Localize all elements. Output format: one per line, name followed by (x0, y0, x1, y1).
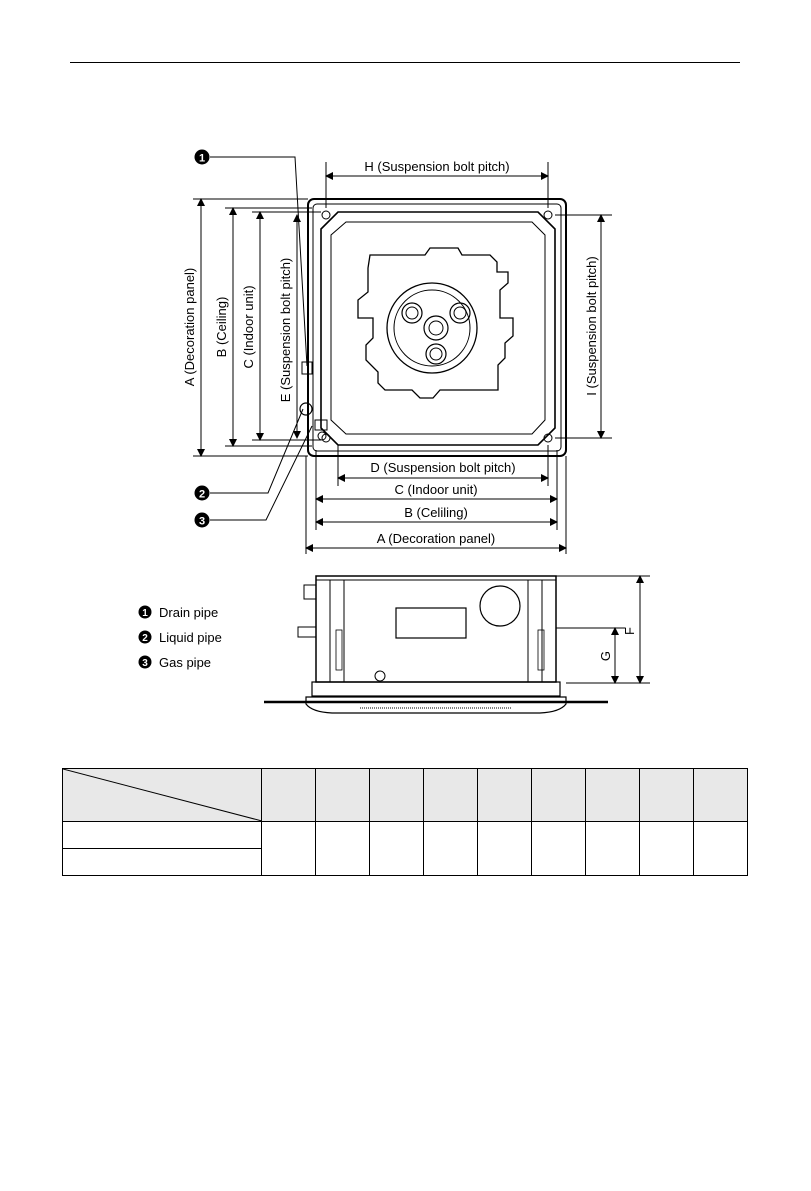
top-view (300, 199, 566, 456)
dimension-table (62, 768, 748, 876)
table-header-cell (424, 769, 478, 822)
table-header-cell (640, 769, 694, 822)
pipe-legend (139, 605, 222, 670)
table-cell (316, 822, 370, 876)
table-header-cell (478, 769, 532, 822)
side-view (264, 576, 608, 713)
table-row-label-cell (63, 822, 262, 849)
table-row-label-cell (63, 849, 262, 876)
dim-a-left-label: A (Decoration panel) (182, 267, 197, 387)
svg-text:1: 1 (142, 608, 148, 619)
svg-text:3: 3 (142, 658, 148, 669)
dim-c-left-label: C (Indoor unit) (241, 285, 256, 369)
dim-i-label: I (Suspension bolt pitch) (584, 256, 599, 396)
fan-outer-ring (387, 283, 477, 373)
dim-g-label: G (598, 650, 613, 662)
dim-d-label: D (Suspension bolt pitch) (370, 460, 516, 475)
diagonal-header-cell (63, 769, 262, 822)
callout-3-badge (195, 513, 210, 528)
table-header-row (63, 769, 748, 822)
callout-1-badge (195, 150, 210, 165)
dim-a-bottom-label: A (Decoration panel) (376, 531, 496, 546)
table-cell (532, 822, 586, 876)
svg-text:2: 2 (198, 488, 206, 501)
intake-grille (358, 248, 513, 398)
dim-c-bottom-label: C (Indoor unit) (394, 482, 478, 497)
table-cell (640, 822, 694, 876)
dim-e-label: E (Suspension bolt pitch) (278, 257, 293, 403)
table-header-cell (262, 769, 316, 822)
table-header-cell (316, 769, 370, 822)
unit-body (316, 576, 556, 682)
svg-text:Drain pipe: Drain pipe (159, 605, 219, 620)
dim-b-left-label: B (Ceiling) (214, 296, 229, 358)
table-header-cell (370, 769, 424, 822)
table-header-cell (586, 769, 640, 822)
svg-text:3: 3 (198, 515, 206, 528)
svg-text:Liquid pipe: Liquid pipe (159, 630, 222, 645)
svg-text:1: 1 (198, 152, 206, 165)
table-cell (694, 822, 748, 876)
svg-text:2: 2 (142, 633, 148, 644)
callout-2-badge (195, 486, 210, 501)
table-header-cell (532, 769, 586, 822)
table-cell (478, 822, 532, 876)
table-header-cell (694, 769, 748, 822)
table-cell (262, 822, 316, 876)
legend-item-drain-pipe (139, 605, 219, 620)
dim-h-label: H (Suspension bolt pitch) (364, 159, 510, 174)
svg-text:Gas pipe: Gas pipe (159, 655, 212, 670)
inner-panel-outline (321, 212, 555, 445)
dim-f-label: F (622, 627, 637, 635)
legend-item-gas-pipe (139, 655, 212, 670)
table-row (63, 822, 748, 849)
legend-item-liquid-pipe (139, 630, 222, 645)
table-cell (370, 822, 424, 876)
table-cell (586, 822, 640, 876)
table-cell (424, 822, 478, 876)
decoration-panel-outline (308, 199, 566, 456)
side-decoration-panel (306, 697, 566, 713)
dim-b-bottom-label: B (Celiling) (404, 505, 468, 520)
